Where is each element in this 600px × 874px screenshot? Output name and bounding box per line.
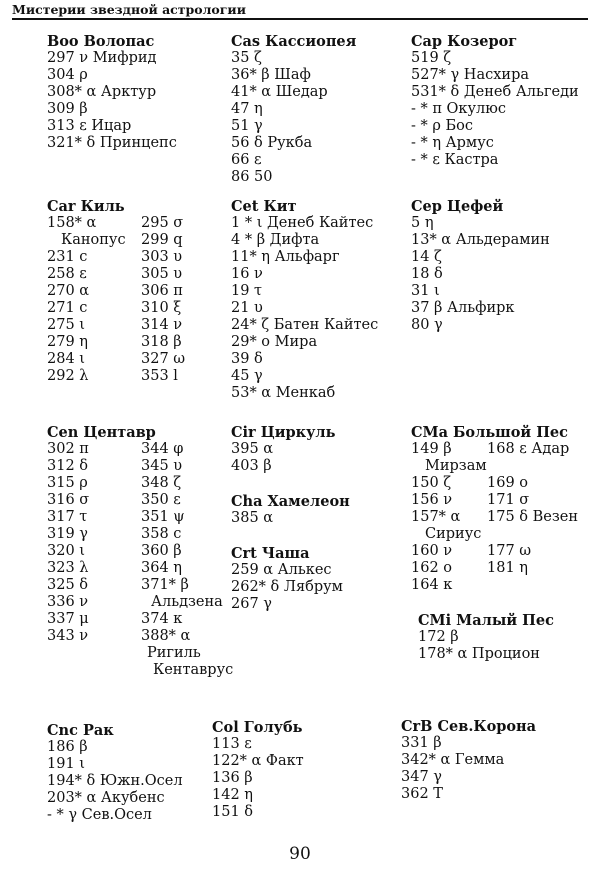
star-line: 56 δ Рукба — [231, 135, 313, 151]
star-cell: Альдзена — [151, 594, 223, 610]
block-title: Cap Козерог — [411, 33, 518, 50]
block-col — [212, 719, 304, 821]
star-line: 342* α Гемма — [401, 752, 505, 768]
star-line: 178* α Процион — [418, 646, 540, 662]
star-cell: Канопус — [61, 232, 126, 248]
star-cell: 270 α — [47, 283, 90, 299]
star-line: 267 γ — [231, 596, 272, 612]
star-line: 31 ι — [411, 283, 440, 299]
star-line: 47 η — [231, 101, 263, 117]
star-line: 362 T — [401, 786, 443, 802]
star-cell — [47, 662, 141, 679]
star-line: 151 δ — [212, 804, 254, 820]
star-row — [411, 441, 578, 458]
star-row — [47, 526, 233, 543]
star-cell: 258 ε — [47, 266, 87, 282]
block-title: Col Голубь — [212, 719, 303, 736]
star-cell: 319 γ — [47, 526, 88, 542]
star-cell: 317 τ — [47, 509, 88, 525]
star-cell: Кентаврус — [153, 662, 234, 678]
star-cell: 162 ο — [411, 560, 453, 576]
star-row — [47, 334, 185, 351]
star-cell: 160 ν — [411, 543, 453, 559]
star-cell: 325 δ — [47, 577, 89, 593]
star-row — [47, 300, 185, 317]
star-line: 35 ζ — [231, 50, 262, 66]
star-line: 531* δ Денеб Альгеди — [411, 84, 579, 100]
star-line: 14 ζ — [411, 249, 442, 265]
block-title: CMi Малый Пес — [418, 612, 554, 629]
star-line: 5 η — [411, 215, 434, 231]
star-row — [47, 509, 233, 526]
star-line: 51 γ — [231, 118, 263, 134]
star-line: 308* α Арктур — [47, 84, 157, 100]
star-cell: 295 σ — [141, 215, 184, 231]
star-cell: 181 η — [487, 560, 528, 576]
block-cma — [411, 424, 578, 594]
star-line: 347 γ — [401, 769, 442, 785]
star-row — [411, 543, 578, 560]
star-line: 66 ε — [231, 152, 262, 168]
star-cell: 231 c — [47, 249, 88, 265]
star-cell: 305 υ — [141, 266, 183, 282]
star-cell: 292 λ — [47, 368, 89, 384]
block-title: Cnc Рак — [47, 722, 114, 739]
star-cell: 271 c — [47, 300, 88, 316]
star-row — [47, 645, 233, 662]
star-cell: 168 ε Адар — [487, 441, 570, 457]
star-line: 16 ν — [231, 266, 263, 282]
star-cell: 323 λ — [47, 560, 89, 576]
star-row — [411, 526, 578, 543]
star-cell: 149 β — [411, 441, 452, 457]
star-line: 395 α — [231, 441, 274, 457]
block-title: CMa Большой Пес — [411, 424, 568, 441]
star-row — [47, 577, 233, 594]
star-cell: 351 ψ — [141, 509, 185, 525]
star-cell: 360 β — [141, 543, 182, 559]
block-title: CrB Сев.Корона — [401, 718, 537, 735]
star-line: 191 ι — [47, 756, 85, 772]
star-line: 385 α — [231, 510, 274, 526]
block-title: Cir Циркуль — [231, 424, 336, 441]
star-cell: 336 ν — [47, 594, 89, 610]
star-row — [47, 283, 185, 300]
star-row — [47, 594, 233, 611]
star-cell: 158* α — [47, 215, 97, 231]
star-line: 331 β — [401, 735, 442, 751]
star-row — [47, 475, 233, 492]
star-line: 403 β — [231, 458, 272, 474]
block-cmi — [418, 612, 554, 663]
star-cell: 275 ι — [47, 317, 85, 333]
block-crt — [231, 545, 343, 613]
star-line: 21 υ — [231, 300, 263, 316]
star-line: 313 ε Ицар — [47, 118, 132, 134]
star-line: 36* β Шаф — [231, 67, 311, 83]
star-line: 41* α Шедар — [231, 84, 328, 100]
block-title: Car Киль — [47, 198, 125, 215]
star-row — [411, 509, 578, 526]
star-line: - * π Окулюс — [411, 101, 506, 117]
star-cell: 318 β — [141, 334, 182, 350]
star-line: - * ρ Бос — [411, 118, 474, 134]
star-line: 53* α Менкаб — [231, 385, 336, 401]
star-row — [47, 662, 233, 679]
star-cell: 177 ω — [487, 543, 532, 559]
block-title: Cet Кит — [231, 198, 297, 215]
star-cell: 303 υ — [141, 249, 183, 265]
star-cell: 345 υ — [141, 458, 183, 474]
star-line: 172 β — [418, 629, 459, 645]
star-line: 321* δ Принцепс — [47, 135, 177, 151]
star-row — [47, 351, 185, 368]
star-line: 262* δ Лябрум — [231, 579, 343, 595]
block-cha — [231, 493, 350, 527]
star-row — [411, 458, 578, 475]
star-line: 13* α Альдерамин — [411, 232, 550, 248]
block-title: Cen Центавр — [47, 424, 156, 441]
star-cell: 316 σ — [47, 492, 90, 508]
star-line: 142 η — [212, 787, 253, 803]
star-cell: 314 ν — [141, 317, 183, 333]
block-title: Cep Цефей — [411, 198, 504, 215]
star-cell: 358 c — [141, 526, 182, 542]
block-cep — [411, 198, 550, 334]
star-cell: 374 κ — [141, 611, 183, 627]
block-title: Cha Хамелеон — [231, 493, 350, 510]
star-line: 39 δ — [231, 351, 263, 367]
star-row — [47, 441, 233, 458]
star-cell: 348 ζ — [141, 475, 182, 491]
block-cir — [231, 424, 335, 475]
block-cet — [231, 198, 378, 402]
star-cell: Мирзам — [425, 458, 487, 474]
star-cell: 150 ζ — [411, 475, 452, 491]
star-line: 24* ζ Батен Кайтес — [231, 317, 379, 333]
star-line: 194* δ Южн.Осел — [47, 773, 183, 789]
star-cell: 364 η — [141, 560, 182, 576]
star-line: 304 ρ — [47, 67, 88, 83]
star-line: 1 * ι Денеб Кайтес — [231, 215, 374, 231]
block-title: Boo Волопас — [47, 33, 155, 50]
star-cell: 279 η — [47, 334, 88, 350]
star-cell: 175 δ Везен — [487, 509, 579, 525]
star-cell: 164 κ — [411, 577, 453, 593]
star-cell: 353 l — [141, 368, 178, 384]
star-row — [411, 475, 578, 492]
page-number: 90 — [289, 844, 311, 864]
star-row — [47, 458, 233, 475]
star-row — [47, 249, 185, 266]
block-cen — [47, 424, 233, 679]
star-line: 11* η Альфарг — [231, 249, 340, 265]
block-crb — [401, 718, 536, 803]
star-cell: 320 ι — [47, 543, 85, 559]
star-row — [47, 628, 233, 645]
star-row — [411, 560, 578, 577]
star-row — [411, 492, 578, 509]
star-line: - * ε Кастра — [411, 152, 499, 168]
star-line: - * γ Сев.Осел — [47, 807, 152, 823]
star-cell: 284 ι — [47, 351, 85, 367]
star-cell: 388* α — [141, 628, 191, 644]
star-line: 203* α Акубенс — [47, 790, 165, 806]
star-line: 259 α Алькес — [231, 562, 332, 578]
star-line: 297 ν Мифрид — [47, 50, 157, 66]
block-title: Cas Кассиопея — [231, 33, 357, 50]
block-boo — [47, 33, 177, 152]
star-row — [47, 492, 233, 509]
star-cell: 337 μ — [47, 611, 89, 627]
star-cell: 169 ο — [487, 475, 529, 491]
star-cell: 306 π — [141, 283, 183, 299]
block-cnc — [47, 722, 183, 824]
star-cell: 157* α — [411, 509, 461, 525]
star-cell: 302 π — [47, 441, 89, 457]
star-cell: 312 δ — [47, 458, 89, 474]
block-cas — [231, 33, 356, 186]
star-cell: 156 ν — [411, 492, 453, 508]
star-row — [47, 317, 185, 334]
star-cell: 343 ν — [47, 628, 89, 644]
star-cell: 371* β — [141, 577, 189, 593]
star-line: - * η Армус — [411, 135, 494, 151]
star-line: 86 50 — [231, 169, 273, 185]
star-line: 309 β — [47, 101, 88, 117]
star-line: 136 β — [212, 770, 253, 786]
star-row — [47, 232, 185, 249]
star-cell: 310 ξ — [141, 300, 182, 316]
block-car — [47, 198, 185, 385]
star-line: 29* ο Мира — [231, 334, 318, 350]
star-cell: 315 ρ — [47, 475, 88, 491]
star-cell: 350 ε — [141, 492, 181, 508]
star-line: 45 γ — [231, 368, 263, 384]
star-row — [411, 577, 578, 594]
block-title: Crt Чаша — [231, 545, 310, 562]
block-cap — [411, 33, 579, 169]
star-line: 19 τ — [231, 283, 263, 299]
star-line: 519 ζ — [411, 50, 452, 66]
star-cell: 327 ω — [141, 351, 186, 367]
star-line: 37 β Альфирк — [411, 300, 515, 316]
star-row — [47, 368, 185, 385]
star-line: 4 * β Дифта — [231, 232, 320, 248]
star-cell: 299 q — [141, 232, 183, 248]
star-line: 113 ε — [212, 736, 252, 752]
star-cell: Ригиль — [147, 645, 201, 661]
star-row — [47, 543, 233, 560]
star-cell: 344 φ — [141, 441, 184, 457]
star-row — [47, 560, 233, 577]
star-line: 186 β — [47, 739, 88, 755]
star-cell: Сириус — [425, 526, 482, 542]
star-row — [47, 611, 233, 628]
star-line: 527* γ Насхира — [411, 67, 529, 83]
star-cell — [47, 645, 141, 662]
star-line: 18 δ — [411, 266, 443, 282]
star-line: 122* α Факт — [212, 753, 304, 769]
star-line: 80 γ — [411, 317, 443, 333]
star-row — [47, 215, 185, 232]
star-row — [47, 266, 185, 283]
star-cell: 171 σ — [487, 492, 530, 508]
page-header: Мистерии звездной астрологии — [12, 2, 588, 20]
